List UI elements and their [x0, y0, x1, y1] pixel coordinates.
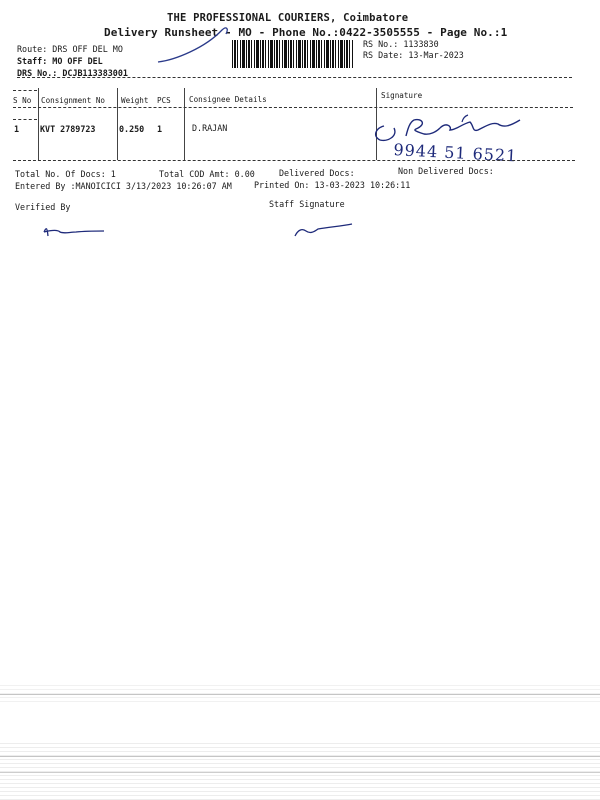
col-header-signature: Signature	[381, 91, 423, 100]
company-title: THE PROFESSIONAL COURIERS, Coimbatore	[167, 12, 409, 24]
scan-line-3	[0, 772, 600, 773]
row-pcs: 1	[157, 124, 163, 134]
staff-signature-label: Staff Signature	[269, 199, 345, 209]
col-header-consignee: Consignee Details	[189, 95, 267, 104]
scan-line-2	[0, 756, 600, 757]
col-header-weight: Weight	[121, 96, 149, 105]
printed-on: Printed On: 13-03-2023 10:26:11	[254, 180, 411, 190]
route-text: Route: DRS OFF DEL MO	[17, 44, 123, 54]
col-header-sno: S No	[13, 96, 32, 105]
verified-by-label: Verified By	[15, 202, 71, 212]
rs-number: RS No.: 1133830	[363, 39, 439, 49]
row-consignee: D.RAJAN	[192, 123, 228, 133]
total-cod-amount: Total COD Amt: 0.00	[159, 169, 255, 179]
non-delivered-docs: Non Delivered Docs:	[398, 166, 494, 176]
col-header-pcs: PCS	[157, 96, 171, 105]
runsheet-title: Delivery Runsheet - MO - Phone No.:0422-3505555 - Page No.:1	[104, 26, 508, 39]
handwritten-phone: 9944 51 6521	[393, 140, 518, 166]
row-consignment-no: KVT 2789723	[40, 124, 96, 134]
col-header-consignment: Consignment No	[41, 96, 106, 105]
total-docs: Total No. Of Docs: 1	[15, 169, 116, 179]
delivered-docs: Delivered Docs:	[279, 168, 355, 178]
scan-artifact-lower	[0, 742, 600, 800]
row-sno: 1	[14, 124, 20, 134]
staff-text: Staff: MO OFF DEL	[17, 56, 103, 66]
scan-line-1	[0, 694, 600, 695]
drs-number: DRS No.: DCJB113383001	[17, 68, 128, 78]
entered-by: Entered By :MANOICICI 3/13/2023 10:26:07 AM	[15, 181, 232, 191]
row-weight: 0.250	[119, 124, 145, 134]
scan-artifact-upper	[0, 682, 600, 702]
rs-date: RS Date: 13-Mar-2023	[363, 50, 464, 60]
